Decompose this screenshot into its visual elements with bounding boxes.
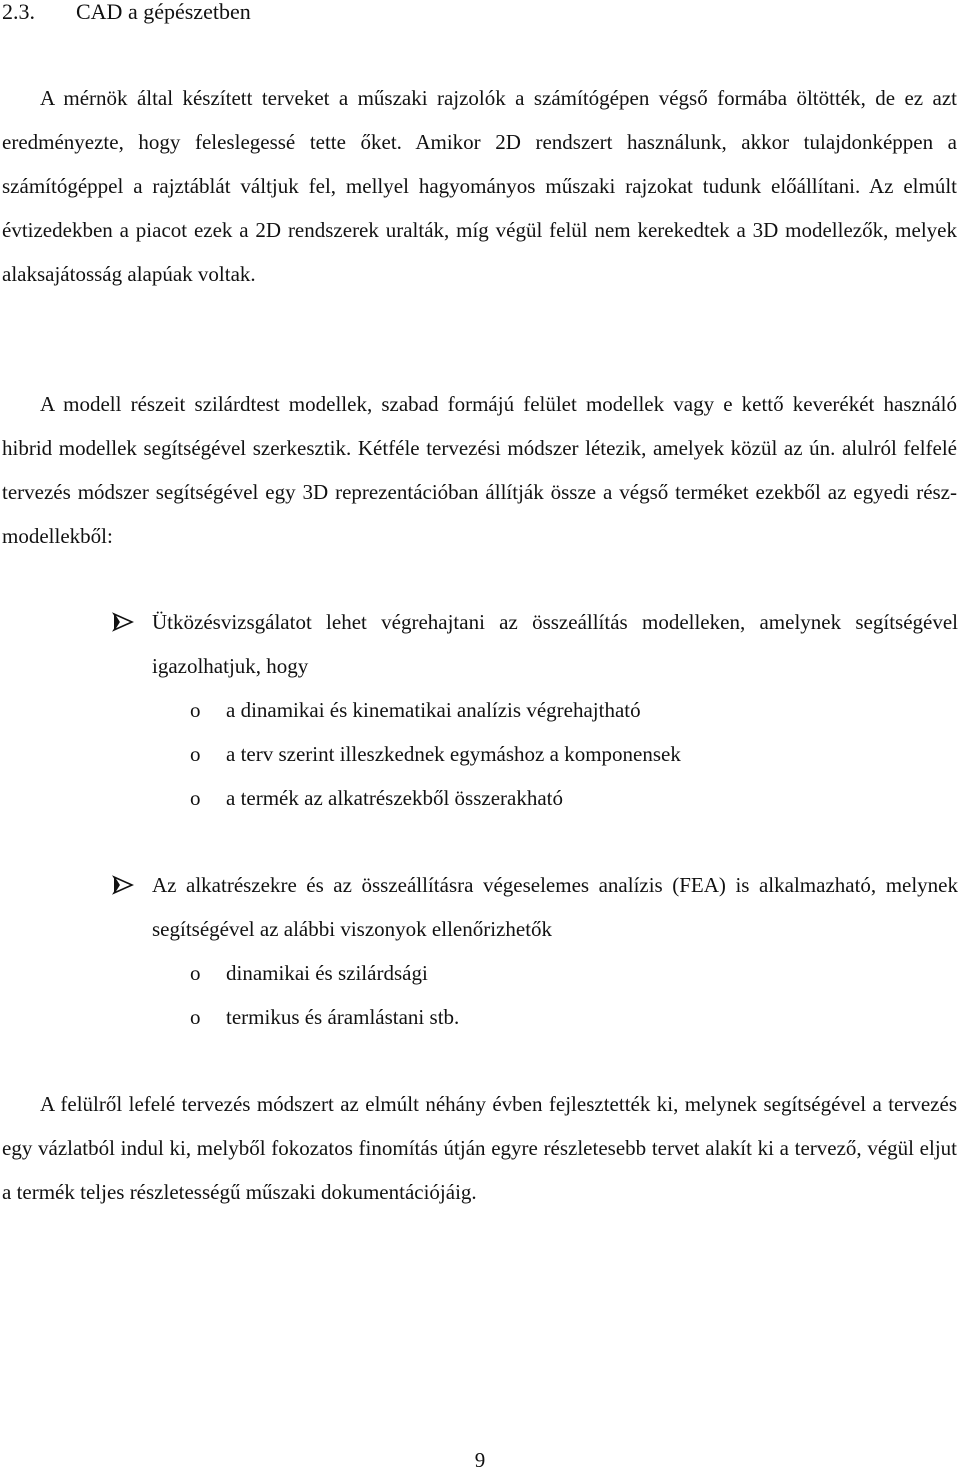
- bullet-text: Ütközésvizsgálatot lehet végrehajtani az összeállítás modelleken, amelynek segítségével igazolhatjuk, hogy: [152, 610, 958, 678]
- sub-bullet-marker: o: [190, 1005, 201, 1029]
- list-item-text: a termék az alkatrészekből összerakható: [226, 786, 563, 810]
- page-number: 9: [474, 1448, 486, 1472]
- paragraph-modeling: A modell részeit szilárdtest modellek, szabad formájú felület modellek vagy e kettő keverékét használó hibrid modellek segítségével szerkesztik. Kétféle tervezési módszer létezik, amelyek közül az ún. alulról felfelé tervezés módszer segítségével egy 3D reprezentációban állítják össze a végső terméket ezekből az egyedi rész-modellekből:: [2, 392, 957, 548]
- list-item: [190, 995, 958, 1039]
- sub-bullet-marker: o: [190, 698, 201, 722]
- list-item: [190, 732, 958, 776]
- section-heading: [2, 0, 251, 28]
- bullet-item-fea: [112, 863, 958, 1039]
- sub-list: [190, 688, 958, 820]
- list-item-text: a dinamikai és kinematikai analízis végrehajtható: [226, 698, 641, 722]
- paragraph-top-down: A felülről lefelé tervezés módszert az elmúlt néhány évben fejlesztették ki, melynek segítségével a tervezés egy vázlatból indul ki, melyből fokozatos finomítás útján egyre részletesebb tervet alakít ki a tervező, végül eljut a termék teljes részletességű műszaki dokumentációjáig.: [2, 1092, 957, 1204]
- arrowhead-bullet-icon: [112, 875, 134, 895]
- bullet-text: Az alkatrészekre és az összeállításra végeselemes analízis (FEA) is alkalmazható, melynek segítségével az alábbi viszonyok ellenőrizhetők: [152, 873, 958, 941]
- sub-bullet-marker: o: [190, 961, 201, 985]
- list-item: [190, 688, 958, 732]
- list-item: [190, 776, 958, 820]
- bullet-item-collision-check: [112, 600, 958, 820]
- sub-bullet-marker: o: [190, 786, 201, 810]
- sub-list: [190, 951, 958, 1039]
- list-item-text: termikus és áramlástani stb.: [226, 1005, 460, 1029]
- paragraph-intro: A mérnök által készített terveket a műszaki rajzolók a számítógépen végső formába öltötték, de ez azt eredményezte, hogy feleslegessé tette őket. Amikor 2D rendszert használunk, akkor tulajdonképpen a számítógéppel a rajztáblát váltjuk fel, mellyel hagyományos műszaki rajzokat tudunk előállítani. Az elmúlt évtizedekben a piacot ezek a 2D rendszerek uralták, míg végül felül nem kerekedtek a 3D modellezők, melyek alaksajátosság alapúak voltak.: [2, 86, 957, 286]
- section-number: 2.3.: [2, 0, 35, 24]
- sub-bullet-marker: o: [190, 742, 201, 766]
- list-item: [190, 951, 958, 995]
- section-title: CAD a gépészetben: [76, 0, 251, 24]
- arrowhead-bullet-icon: [112, 612, 134, 632]
- list-item-text: a terv szerint illeszkednek egymáshoz a komponensek: [226, 742, 681, 766]
- list-item-text: dinamikai és szilárdsági: [226, 961, 428, 985]
